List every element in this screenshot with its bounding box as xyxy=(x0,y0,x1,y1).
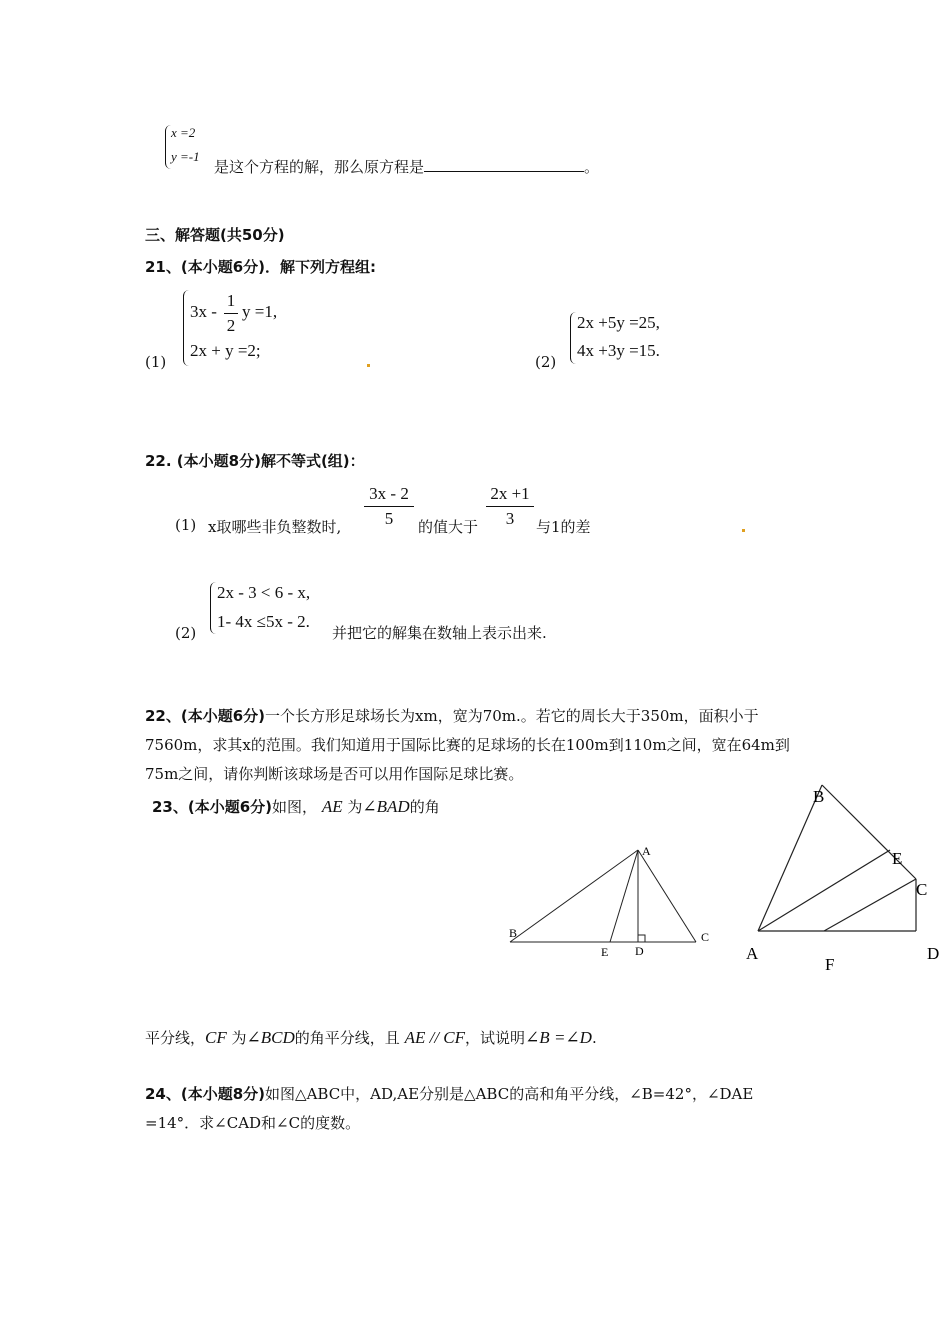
q22a-p2-text: 并把它的解集在数轴上表示出来. xyxy=(332,624,547,642)
q23-conclusion: ∠B =∠D xyxy=(525,1028,592,1047)
tri-edge-ac xyxy=(638,850,696,942)
q21-p2-eq1: 2x +5y =25, xyxy=(577,313,660,332)
q22a-p1-text3: 与1的差 xyxy=(536,518,591,536)
q23-cf: CF xyxy=(205,1028,227,1047)
q21-p1-eq1-a: 3x - xyxy=(190,302,217,321)
quad-label-e: E xyxy=(892,849,903,868)
q21-p1-frac-num: 1 xyxy=(226,291,236,310)
quad-label-c: C xyxy=(916,880,928,899)
q22a-p1-text2: 的值大于 xyxy=(418,518,479,536)
q23-bad: ∠BAD xyxy=(362,797,410,816)
tri-label-c: C xyxy=(701,930,710,944)
q20-line1: x =2 xyxy=(171,125,196,140)
stray-mark xyxy=(742,529,745,532)
q23-ae: AE xyxy=(321,797,343,816)
q22a-p1-frac2 xyxy=(486,484,534,529)
q20-text xyxy=(214,156,599,177)
tri-label-d: D xyxy=(635,944,644,958)
q21-p1-eq1-b: y =1, xyxy=(242,302,278,321)
q22a-p1-frac1 xyxy=(364,484,414,529)
q22a-p1-frac1-num: 3x - 2 xyxy=(369,484,409,503)
q23-wei: 为 xyxy=(347,798,363,816)
q22b-paragraph xyxy=(145,702,805,789)
q23-text2: 的角 xyxy=(409,798,440,816)
q23-title: 23、(本小题6分) xyxy=(152,798,273,816)
quad-label-b: B xyxy=(813,787,825,806)
q21-p1-frac-bar xyxy=(224,313,238,314)
q20-answer-blank[interactable] xyxy=(424,159,584,172)
q24-title: 24、(本小题8分) xyxy=(145,1085,266,1103)
tri-label-e: E xyxy=(601,945,609,959)
section3-title: 三、解答题(共50分) xyxy=(145,226,285,244)
q22b-text: 一个长方形足球场长为xm，宽为70m.。若它的周长大于350m，面积小于7560m，求其x的范围。我们知道用于国际比赛的足球场的长在100m到110m之间，宽在64m到75m之间，请你判断该球场是否可以用作国际足球比赛。 xyxy=(145,707,790,783)
q22a-p1-text1: x取哪些非负整数时, xyxy=(208,518,342,536)
tri-label-b: B xyxy=(509,926,518,940)
q24-text: 如图△ABC中，AD,AE分别是△ABC的高和角平分线，∠B=42°，∠DAE =14°．求∠CAD和∠C的度数。 xyxy=(145,1085,754,1132)
q22a-p2-eq1: 2x - 3 < 6 - x, xyxy=(217,583,311,602)
q20-text-body: 是这个方程的解，那么原方程是 xyxy=(214,158,425,176)
q22a-p2-label: (2) xyxy=(175,624,197,642)
q21-p1-frac xyxy=(224,291,238,336)
quad-edge-ab xyxy=(758,785,825,931)
tri-edge-ba xyxy=(510,850,638,942)
q23-line2-3: ，试说明 xyxy=(465,1029,526,1047)
q22a-p1-frac2-num: 2x +1 xyxy=(490,484,530,503)
q22b-title: 22、(本小题6分) xyxy=(145,707,266,725)
q22a-p1-label: (1) xyxy=(175,516,197,534)
q22a-title: 22. (本小题8分)解不等式(组)： xyxy=(145,452,365,470)
quad-figure xyxy=(740,780,945,980)
q23-text1: 如图， xyxy=(272,798,318,816)
quad-segment-ae xyxy=(758,850,890,931)
q21-p1-frac-den: 2 xyxy=(226,316,236,335)
q23-wei2: 为 xyxy=(231,1029,247,1047)
q21-p1-label: (1) xyxy=(145,353,167,371)
q22a-p1-frac1-bar xyxy=(364,506,414,507)
q21-p1-eq2: 2x + y =2; xyxy=(190,341,261,360)
tri-segment-ae xyxy=(610,850,638,942)
q23-bcd: ∠BCD xyxy=(246,1028,295,1047)
q24-paragraph xyxy=(145,1080,810,1138)
right-angle-mark xyxy=(638,935,645,942)
stray-mark xyxy=(367,364,370,367)
q23-parallel: AE // CF xyxy=(404,1028,466,1047)
q22a-p1-frac2-bar xyxy=(486,506,534,507)
q23-end: . xyxy=(591,1029,597,1047)
q23-line1 xyxy=(152,796,440,817)
quad-segment-cf xyxy=(824,879,916,931)
q21-title: 21、(本小题6分)．解下列方程组: xyxy=(145,258,377,276)
q23-line2 xyxy=(145,1027,597,1048)
q20-line2: y =-1 xyxy=(171,149,200,164)
quad-label-d: D xyxy=(927,944,940,963)
q22a-p2-eq2: 1- 4x ≤5x - 2. xyxy=(217,612,310,631)
q22a-p1-frac2-den: 3 xyxy=(505,509,515,528)
tri-label-a: A xyxy=(642,844,651,858)
triangle-figure xyxy=(500,835,725,965)
q20-end: 。 xyxy=(584,158,600,176)
q22a-p1-frac1-den: 5 xyxy=(384,509,394,528)
quad-label-f: F xyxy=(825,955,835,974)
q23-line2-2: 的角平分线，且 xyxy=(294,1029,400,1047)
q23-line2-1: 平分线， xyxy=(145,1029,206,1047)
q21-p2-label: (2) xyxy=(535,353,557,371)
quad-label-a: A xyxy=(746,944,759,963)
q21-p2-eq2: 4x +3y =15. xyxy=(577,341,660,360)
